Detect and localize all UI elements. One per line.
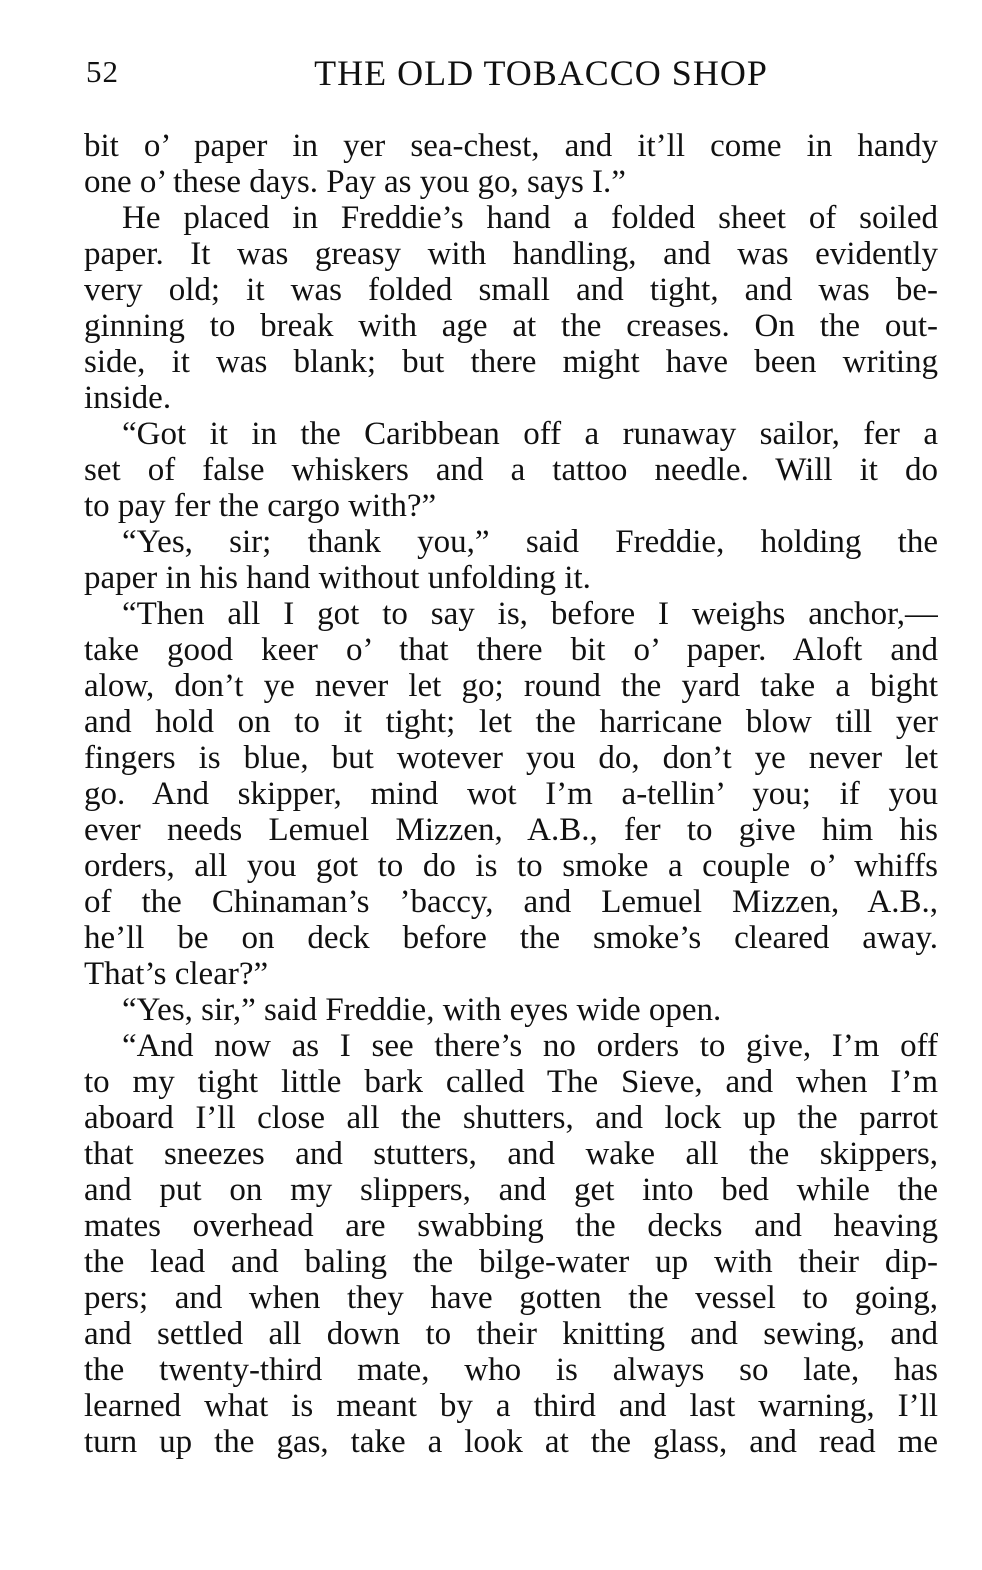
text-line: pers; and when they have gotten the vessel to going,	[84, 1280, 938, 1316]
text-line: fingers is blue, but wotever you do, don’t ye never let	[84, 740, 938, 776]
text-line: paper in his hand without unfolding it.	[84, 560, 591, 596]
text-line: he’ll be on deck before the smoke’s cleared away.	[84, 920, 938, 956]
text-line: one o’ these days. Pay as you go, says I.”	[84, 164, 626, 200]
text-line: side, it was blank; but there might have been writing	[84, 344, 938, 380]
text-line: inside.	[84, 380, 172, 416]
text-line: of the Chinaman’s ’baccy, and Lemuel Mizzen, A.B.,	[84, 884, 938, 920]
text-line: paper. It was greasy with handling, and was evidently	[84, 236, 938, 272]
text-line: aboard I’ll close all the shutters, and lock up the parrot	[84, 1100, 938, 1136]
text-line: orders, all you got to do is to smoke a couple o’ whiffs	[84, 848, 938, 884]
text-line: “Got it in the Caribbean off a runaway sailor, fer a	[122, 416, 938, 452]
text-line: He placed in Freddie’s hand a folded sheet of soiled	[122, 200, 938, 236]
text-line: “And now as I see there’s no orders to give, I’m off	[122, 1028, 938, 1064]
page-header	[86, 52, 936, 96]
text-line: to pay fer the cargo with?”	[84, 488, 437, 524]
text-line: and hold on to it tight; let the harricane blow till yer	[84, 704, 938, 740]
text-line: alow, don’t ye never let go; round the yard take a bight	[84, 668, 938, 704]
text-line: and settled all down to their knitting and sewing, and	[84, 1316, 938, 1352]
text-line: go. And skipper, mind wot I’m a-tellin’ you; if you	[84, 776, 938, 812]
text-line: and put on my slippers, and get into bed while the	[84, 1172, 938, 1208]
text-line: “Yes, sir,” said Freddie, with eyes wide open.	[122, 992, 722, 1028]
text-line: learned what is meant by a third and last warning, I’ll	[84, 1388, 938, 1424]
text-line: to my tight little bark called The Sieve, and when I’m	[84, 1064, 938, 1100]
text-line: ever needs Lemuel Mizzen, A.B., fer to give him his	[84, 812, 938, 848]
text-line: that sneezes and stutters, and wake all the skippers,	[84, 1136, 938, 1172]
text-line: take good keer o’ that there bit o’ paper. Aloft and	[84, 632, 938, 668]
running-title: THE OLD TOBACCO SHOP	[314, 53, 768, 93]
text-line: the twenty-third mate, who is always so late, has	[84, 1352, 938, 1388]
page-number: 52	[86, 54, 119, 89]
text-line: set of false whiskers and a tattoo needle. Will it do	[84, 452, 938, 488]
body-text	[84, 128, 938, 1460]
text-line: turn up the gas, take a look at the glass, and read me	[84, 1424, 938, 1460]
text-line: the lead and baling the bilge-water up with their dip-	[84, 1244, 938, 1280]
text-line: mates overhead are swabbing the decks and heaving	[84, 1208, 938, 1244]
text-line: “Yes, sir; thank you,” said Freddie, holding the	[122, 524, 938, 560]
text-line: That’s clear?”	[84, 956, 269, 992]
text-line: bit o’ paper in yer sea-chest, and it’ll come in handy	[84, 128, 938, 164]
text-line: “Then all I got to say is, before I weighs anchor,—	[122, 596, 938, 632]
text-line: ginning to break with age at the creases. On the out-	[84, 308, 938, 344]
text-line: very old; it was folded small and tight, and was be-	[84, 272, 938, 308]
